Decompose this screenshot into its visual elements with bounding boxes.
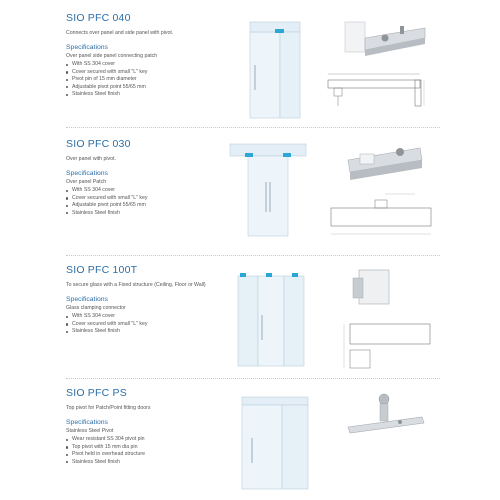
specs-heading: Specifications <box>66 296 108 303</box>
spec-item: Stainless Steel finish <box>66 328 236 335</box>
spec-item: Adjustable pivot point 55/65 mm <box>66 84 236 91</box>
specs-subtitle: Over panel side panel connecting patch <box>66 53 158 59</box>
technical-drawing <box>320 70 440 125</box>
specs-subtitle: Over panel Patch <box>66 179 107 185</box>
specs-heading: Specifications <box>66 170 108 177</box>
fitting-photo <box>340 138 430 188</box>
product-section-pfc-040 <box>0 0 500 125</box>
product-description: To secure glass with a Fixed structure (Ceiling, Floor or Wall) <box>66 282 206 288</box>
specs-list <box>66 436 236 466</box>
spec-item: Pivot pin of 15 mm diameter <box>66 76 236 83</box>
fitting-photo <box>345 264 405 314</box>
product-title: SIO PFC 100T <box>66 264 138 276</box>
spec-item: Pivot held in overhead structure <box>66 451 236 458</box>
product-section-pfc-ps <box>0 379 500 500</box>
product-description: Over panel with pivot. <box>66 156 116 162</box>
spec-item: Cover secured with small "L" key <box>66 321 236 328</box>
door-illustration <box>245 20 305 120</box>
product-text-block <box>66 138 236 217</box>
spec-item: Stainless Steel finish <box>66 91 236 98</box>
door-illustration <box>228 142 308 237</box>
specs-list <box>66 313 236 335</box>
product-text-block <box>66 264 236 336</box>
specs-subtitle: Stainless Steel Pivot <box>66 428 114 434</box>
product-title: SIO PFC PS <box>66 387 127 399</box>
product-text-block <box>66 387 236 466</box>
technical-drawing <box>340 318 440 373</box>
spec-item: Wear resistant SS 304 pivot pin <box>66 436 236 443</box>
specs-heading: Specifications <box>66 419 108 426</box>
spec-item: With SS 304 cover <box>66 61 236 68</box>
fitting-photo <box>340 20 430 70</box>
spec-item: Stainless Steel finish <box>66 210 236 217</box>
product-section-pfc-030 <box>0 128 500 253</box>
spec-item: With SS 304 cover <box>66 187 236 194</box>
door-illustration <box>236 270 306 370</box>
spec-item: Cover secured with small "L" key <box>66 69 236 76</box>
product-text-block <box>66 12 236 98</box>
product-description: Top pivot for Patch/Point fitting doors <box>66 405 151 411</box>
specs-heading: Specifications <box>66 44 108 51</box>
product-description: Connects over panel and side panel with pivot. <box>66 30 174 36</box>
specs-list <box>66 61 236 98</box>
spec-item: Stainless Steel finish <box>66 459 236 466</box>
product-title: SIO PFC 030 <box>66 138 131 150</box>
door-illustration <box>240 393 310 493</box>
fitting-photo <box>340 389 430 449</box>
product-title: SIO PFC 040 <box>66 12 131 24</box>
specs-subtitle: Glass clamping connector <box>66 305 126 311</box>
spec-item: With SS 304 cover <box>66 313 236 320</box>
technical-drawing <box>325 190 440 245</box>
spec-item: Adjustable pivot point 55/65 mm <box>66 202 236 209</box>
product-section-pfc-100t <box>0 256 500 376</box>
spec-item: Cover secured with small "L" key <box>66 195 236 202</box>
spec-item: Top pivot with 15 mm dia pin <box>66 444 236 451</box>
specs-list <box>66 187 236 217</box>
